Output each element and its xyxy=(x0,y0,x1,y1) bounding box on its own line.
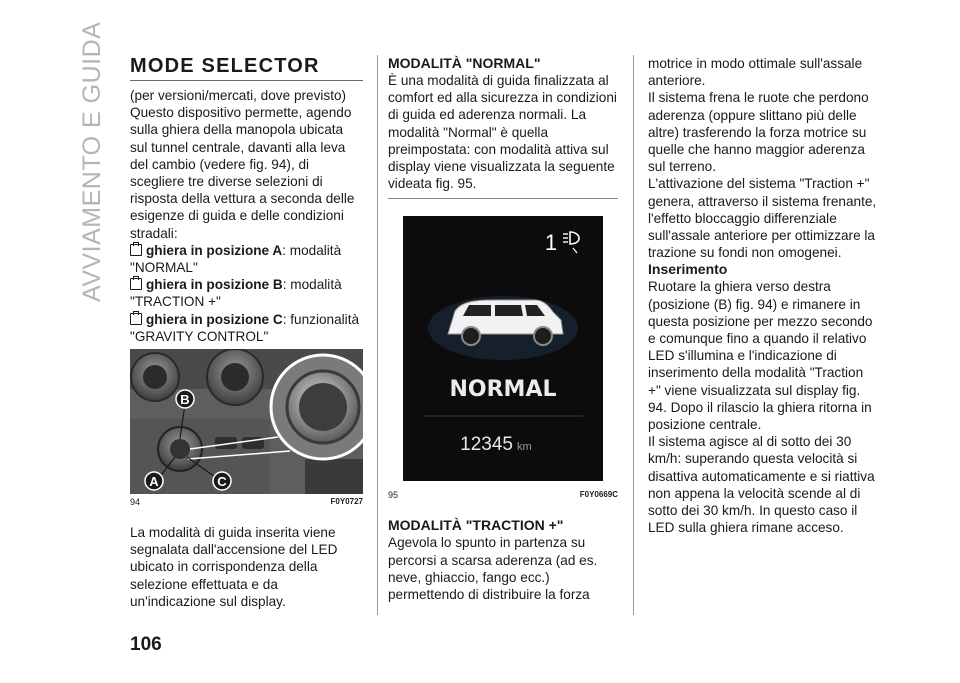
figure-caption xyxy=(388,489,618,501)
figure-code: F0Y0727 xyxy=(330,497,363,507)
bullet-icon xyxy=(130,244,142,256)
title-rule xyxy=(130,80,363,81)
odometer-unit: km xyxy=(517,441,532,454)
paragraph: Il sistema frena le ruote che perdono aderenza (oppure slittano più delle altre) trasferendo la forza motrice su quelle che hanno maggior aderenza sul terreno. xyxy=(648,90,869,175)
display-illustration xyxy=(403,216,603,481)
bullet-bold: ghiera in posizione C xyxy=(146,311,283,327)
page-number: 106 xyxy=(130,634,162,655)
mode-selector-photo xyxy=(130,349,363,494)
bullet-text: : funzionalità "GRAVITY CONTROL" xyxy=(130,311,360,344)
bullet-item xyxy=(130,311,363,345)
column-divider xyxy=(377,55,378,615)
traction-mode-paragraph: Agevola lo spunto in partenza su percorsi a scarsa aderenza (ad es. neve, ghiaccio, fango ecc.) permettendo di distribuire la forza xyxy=(388,535,598,603)
label-c xyxy=(213,472,231,490)
column-3 xyxy=(648,55,878,536)
figure-number: 94 xyxy=(130,497,141,508)
section-title: MODE SELECTOR xyxy=(130,55,320,77)
paragraph: Il sistema agisce al di sotto dei 30 km/h: superando questa velocità si disattiva automaticamente e si riattiva non appena la velocità scende al di sotto dei 30 km/h. In questo caso il LED sulla ghiera rimane acceso. xyxy=(648,434,875,536)
column-2 xyxy=(388,55,618,603)
bullet-text: : modalità "NORMAL" xyxy=(130,242,342,276)
svg-text:C: C xyxy=(217,474,227,490)
bullet-icon xyxy=(130,278,142,290)
bullet-item xyxy=(130,276,363,310)
bullet-item xyxy=(130,242,363,276)
figure-code: F0Y0669C xyxy=(579,490,618,500)
paragraph: L'attivazione del sistema "Traction +" genera, attraverso il sistema frenante, l'effetto bloccaggio differenziale sull'assale anteriore per ottimizzare la trazione su fondi non omogenei. xyxy=(648,176,877,261)
normal-mode-paragraph: È una modalità di guida finalizzata al comfort ed alla sicurezza in condizioni di guida ed aderenza normali. La modalità "Normal" è quella preimpostata: con modalità attiva sul display viene visualizzata la seguente videata fig. 95. xyxy=(388,73,617,192)
activation-heading: Inserimento xyxy=(648,261,728,278)
label-a xyxy=(145,472,163,490)
svg-text:B: B xyxy=(180,392,190,408)
bullet-icon xyxy=(130,313,142,325)
normal-mode-heading: MODALITÀ "NORMAL" xyxy=(388,55,541,71)
figure-rule xyxy=(388,198,618,199)
figure-number: 95 xyxy=(388,490,399,501)
paragraph: Ruotare la ghiera verso destra (posizione (B) fig. 94) e rimanere in questa posizione per mezzo secondo e comunque fino a quando il relativo LED s'illumina e l'indicazione di inserimento della modalità "Traction +" viene visualizzata sul display fig. 94. Dopo il rilascio la ghiera ritorna in posizione centrale. xyxy=(648,279,873,433)
led-paragraph: La modalità di guida inserita viene segnalata dall'accensione del LED ubicato in corrispondenza della selezione effettuata e da un'indicazione sul display. xyxy=(130,525,338,609)
svg-text:A: A xyxy=(149,474,159,490)
column-1 xyxy=(130,55,363,610)
mode-selector-illustration xyxy=(130,349,363,494)
gear-indicator: 1 xyxy=(544,230,558,256)
bullet-bold: ghiera in posizione A xyxy=(146,242,283,258)
chapter-side-tab xyxy=(70,21,110,302)
chapter-title: AVVIAMENTO E GUIDA xyxy=(78,21,106,302)
column-divider xyxy=(633,55,634,615)
odometer-value: 12345 xyxy=(460,434,513,456)
figure-caption xyxy=(130,496,363,508)
mode-label: NORMAL xyxy=(449,377,557,403)
bullet-text: : modalità "TRACTION +" xyxy=(130,277,342,310)
intro-paragraph: (per versioni/mercati, dove previsto) Questo dispositivo permette, agendo sulla ghiera della manopola ubicata sul tunnel centrale, davanti alla leva del cambio (vedere fig. 94), di scegliere tre diverse selezioni di risposta della vettura a seconda delle esigenze di guida e delle condizioni stradali: xyxy=(130,88,355,241)
paragraph: motrice in modo ottimale sull'assale anteriore. xyxy=(648,56,863,89)
figure-94 xyxy=(130,349,363,508)
bullet-bold: ghiera in posizione B xyxy=(146,277,283,293)
bullet-list xyxy=(130,242,363,345)
label-b xyxy=(176,390,194,408)
instrument-display xyxy=(403,216,603,481)
traction-mode-heading: MODALITÀ "TRACTION +" xyxy=(388,517,564,534)
